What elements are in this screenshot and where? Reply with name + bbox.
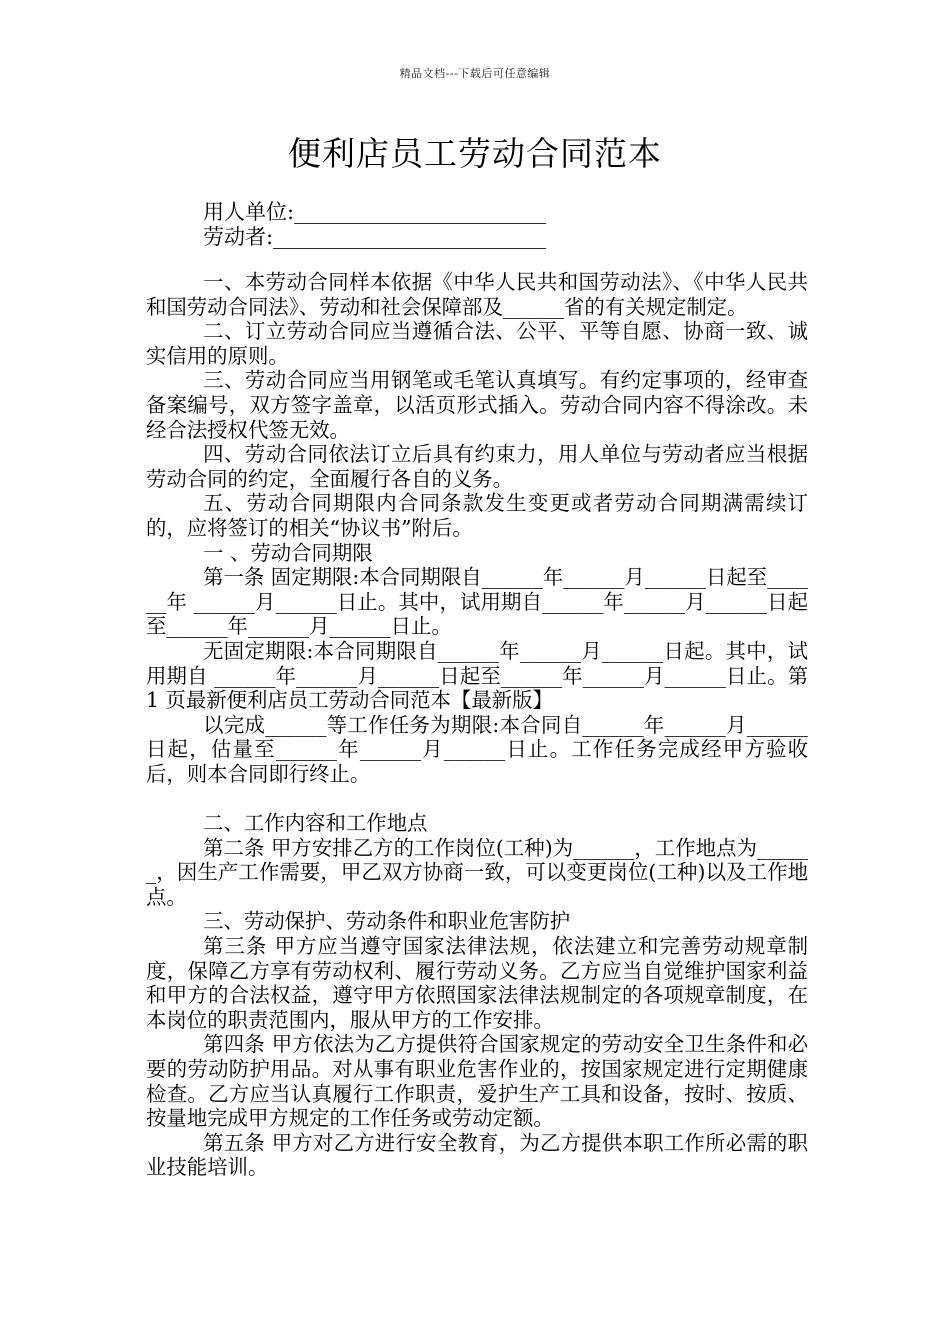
employee-line: 劳动者:__________________________	[203, 225, 547, 249]
section-heading-protection: 三、劳动保护、劳动条件和职业危害防护	[203, 909, 571, 934]
article-4: 第四条 甲方依法为乙方提供符合国家规定的劳动安全卫生条件和必要的劳动防护用品。对从事有职业危害作业的，按国家规定进行定期健康检查。乙方应当认真履行工作职责，爱护生产工具和设备，按时、按质、按量地完成甲方规定的工作任务或劳动定额。	[146, 1032, 808, 1131]
section-heading-term: 一 、劳动合同期限	[203, 540, 373, 565]
section-heading-work: 二、工作内容和工作地点	[203, 811, 428, 836]
paragraph-intro-5: 五、劳动合同期限内合同条款发生变更或者劳动合同期满需续订的，应将签订的相关“协议书”附后。	[146, 491, 808, 540]
paragraph-intro-1: 一、本劳动合同样本依据《中华人民共和国劳动法》、《中华人民共和国劳动合同法》、劳动和社会保障部及______省的有关规定制定。	[146, 270, 808, 319]
header-watermark: 精品文档---下载后可任意编辑	[399, 67, 551, 80]
article-5: 第五条 甲方对乙方进行安全教育，为乙方提供本职工作所必需的职业技能培训。	[146, 1130, 808, 1180]
paragraph-intro-2: 二、订立劳动合同应当遵循合法、公平、平等自愿、协商一致、诚实信用的原则。	[146, 319, 808, 368]
article-2: 第二条 甲方安排乙方的工作岗位(工种)为______，工作地点为______，因生产工作需要，甲乙双方协商一致，可以变更岗位(工种)以及工作地点。	[146, 835, 808, 909]
article-1-task-term: 以完成______等工作任务为期限:本合同自______年______月______日起，估量至______年______月______日止。工作任务完成经甲方验收后，则本合同即行终止。	[146, 712, 808, 786]
document-title: 便利店员工劳动合同范本	[288, 134, 662, 173]
article-3: 第三条 甲方应当遵守国家法律法规，依法建立和完善劳动规章制度，保障乙方享有劳动权利、履行劳动义务。乙方应当自觉维护国家利益和甲方的合法权益，遵守甲方依照国家法律法规制定的各项规章制度，在本岗位的职责范围内，服从甲方的工作安排。	[146, 934, 808, 1032]
article-1-fixed-term: 第一条 固定期限:本合同期限自______年______月______日起至______年 ______月______日止。其中，试用期自______年______月______日起至______年______月______日止。	[146, 565, 808, 639]
article-1-open-term: 无固定期限:本合同期限自______年______月______日起。其中，试用期自 ______年______月______日起至______年______月______日止。第 1 页最新便利店员工劳动合同范本【最新版】	[146, 638, 808, 713]
document-body	[146, 270, 808, 1180]
paragraph-intro-3: 三、劳动合同应当用钢笔或毛笔认真填写。有约定事项的，经审查备案编号，双方签字盖章，以活页形式插入。劳动合同内容不得涂改。未经合法授权代签无效。	[146, 368, 808, 442]
employer-line: 用人单位:________________________	[203, 200, 547, 224]
paragraph-intro-4: 四、劳动合同依法订立后具有约束力，用人单位与劳动者应当根据劳动合同的约定，全面履行各自的义务。	[146, 442, 808, 491]
